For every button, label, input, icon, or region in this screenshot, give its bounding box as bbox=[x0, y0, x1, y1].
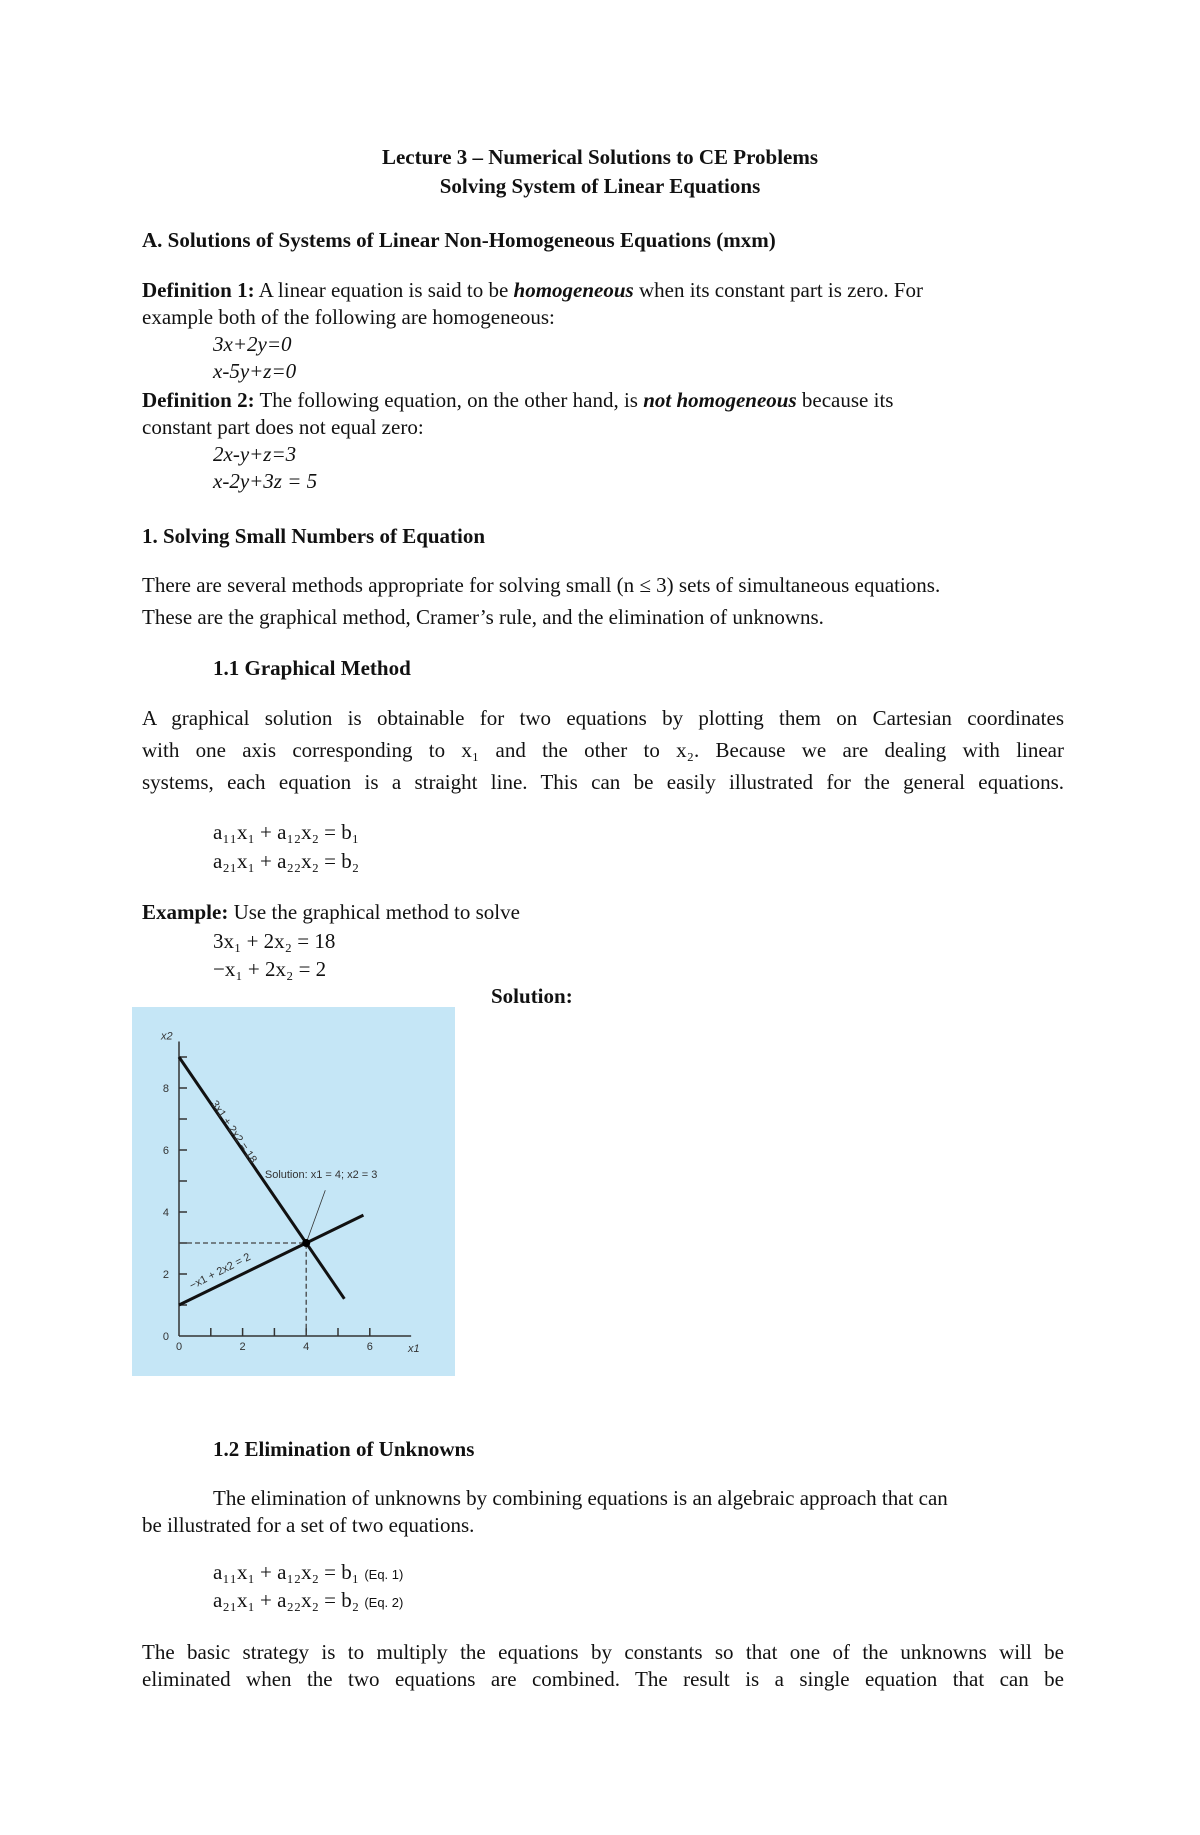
chart-svg bbox=[132, 1007, 455, 1376]
y-tick-label: 6 bbox=[162, 1145, 169, 1157]
equation: 3x+2y=0 bbox=[213, 332, 292, 356]
page-subtitle: Solving System of Linear Equations bbox=[439, 174, 761, 198]
paragraph: be illustrated for a set of two equations. bbox=[142, 1513, 475, 1537]
x-tick-label: 6 bbox=[366, 1341, 373, 1353]
section-1-1-heading: 1.1 Graphical Method bbox=[213, 656, 411, 680]
paragraph-line: eliminated when the two equations are combined. The result is a single equation that can be bbox=[142, 1667, 1064, 1691]
definition-1 bbox=[142, 277, 923, 303]
solution-label: Solution: bbox=[491, 984, 573, 1008]
example-label: Example: bbox=[142, 900, 229, 924]
page-title: Lecture 3 – Numerical Solutions to CE Problems bbox=[381, 145, 819, 169]
x-tick-label: 0 bbox=[175, 1341, 183, 1353]
paragraph-line: with one axis corresponding to x₁ and the other to x₂. Because we are dealing with linear bbox=[142, 738, 1064, 762]
paragraph: There are several methods appropriate for solving small (n ≤ 3) sets of simultaneous equations. bbox=[142, 573, 941, 597]
def1-label: Definition 1: bbox=[142, 278, 255, 302]
equation-2 bbox=[213, 1587, 403, 1616]
y-tick-label: 8 bbox=[162, 1083, 169, 1095]
def2-line2: constant part does not equal zero: bbox=[142, 415, 424, 439]
section-1-2-heading: 1.2 Elimination of Unknowns bbox=[213, 1437, 475, 1461]
solution-point bbox=[302, 1239, 310, 1247]
series-label-line2: −x1 + 2x2 = 2 bbox=[187, 1251, 253, 1293]
x-axis-label: x1 bbox=[407, 1343, 420, 1355]
example-text: Use the graphical method to solve bbox=[228, 900, 520, 924]
equation-1 bbox=[213, 1559, 403, 1588]
def2-text-end: because its bbox=[796, 388, 894, 412]
paragraph: These are the graphical method, Cramer’s rule, and the elimination of unknowns. bbox=[142, 605, 824, 629]
y-tick-label: 0 bbox=[162, 1331, 169, 1343]
general-equation: a₂₁x₁ + a₂₂x₂ = b₂ bbox=[213, 849, 360, 873]
example bbox=[142, 899, 520, 925]
def1-text-end: when its constant part is zero. For bbox=[633, 278, 923, 302]
equation: 2x-y+z=3 bbox=[213, 442, 297, 466]
def2-text: The following equation, on the other hand, is bbox=[254, 388, 644, 412]
equation-tag: (Eq. 1) bbox=[364, 1567, 404, 1582]
paragraph-line: systems, each equation is a straight line. This can be easily illustrated for the general equations. bbox=[142, 770, 1064, 794]
equation-text: a₁₁x₁ + a₁₂x₂ = b₁ bbox=[213, 1560, 360, 1584]
def2-label: Definition 2: bbox=[142, 388, 255, 412]
equation: x-5y+z=0 bbox=[213, 359, 297, 383]
paragraph-line: A graphical solution is obtainable for two equations by plotting them on Cartesian coordinates bbox=[142, 706, 1064, 730]
x-tick-label: 2 bbox=[239, 1341, 246, 1353]
example-equation: −x₁ + 2x₂ = 2 bbox=[213, 957, 327, 981]
equation-text: a₂₁x₁ + a₂₂x₂ = b₂ bbox=[213, 1588, 360, 1612]
example-equation: 3x₁ + 2x₂ = 18 bbox=[213, 929, 336, 953]
section-1-heading: 1. Solving Small Numbers of Equation bbox=[142, 524, 486, 548]
graphical-solution-chart bbox=[132, 1007, 455, 1376]
definition-2 bbox=[142, 387, 893, 413]
y-tick-label: 2 bbox=[162, 1269, 169, 1281]
paragraph-line: The basic strategy is to multiply the equations by constants so that one of the unknowns will be bbox=[142, 1640, 1064, 1664]
general-equation: a₁₁x₁ + a₁₂x₂ = b₁ bbox=[213, 820, 360, 844]
y-tick-label: 4 bbox=[162, 1207, 169, 1219]
def1-line2: example both of the following are homogeneous: bbox=[142, 305, 555, 329]
equation-tag: (Eq. 2) bbox=[364, 1595, 404, 1610]
series-label-line1: 3x1 + 2x2 = 18 bbox=[208, 1098, 259, 1166]
solution-annotation: Solution: x1 = 4; x2 = 3 bbox=[264, 1168, 378, 1181]
series-line-2 bbox=[179, 1215, 363, 1305]
section-a-heading: A. Solutions of Systems of Linear Non-Homogeneous Equations (mxm) bbox=[142, 228, 776, 252]
equation: x-2y+3z = 5 bbox=[213, 469, 318, 493]
def2-emphasis: not homogeneous bbox=[643, 388, 797, 412]
x-tick-label: 4 bbox=[303, 1341, 310, 1353]
paragraph: The elimination of unknowns by combining equations is an algebraic approach that can bbox=[213, 1486, 948, 1510]
def1-emphasis: homogeneous bbox=[513, 278, 634, 302]
y-axis-label: x2 bbox=[161, 1030, 173, 1043]
def1-text: A linear equation is said to be bbox=[254, 278, 514, 302]
